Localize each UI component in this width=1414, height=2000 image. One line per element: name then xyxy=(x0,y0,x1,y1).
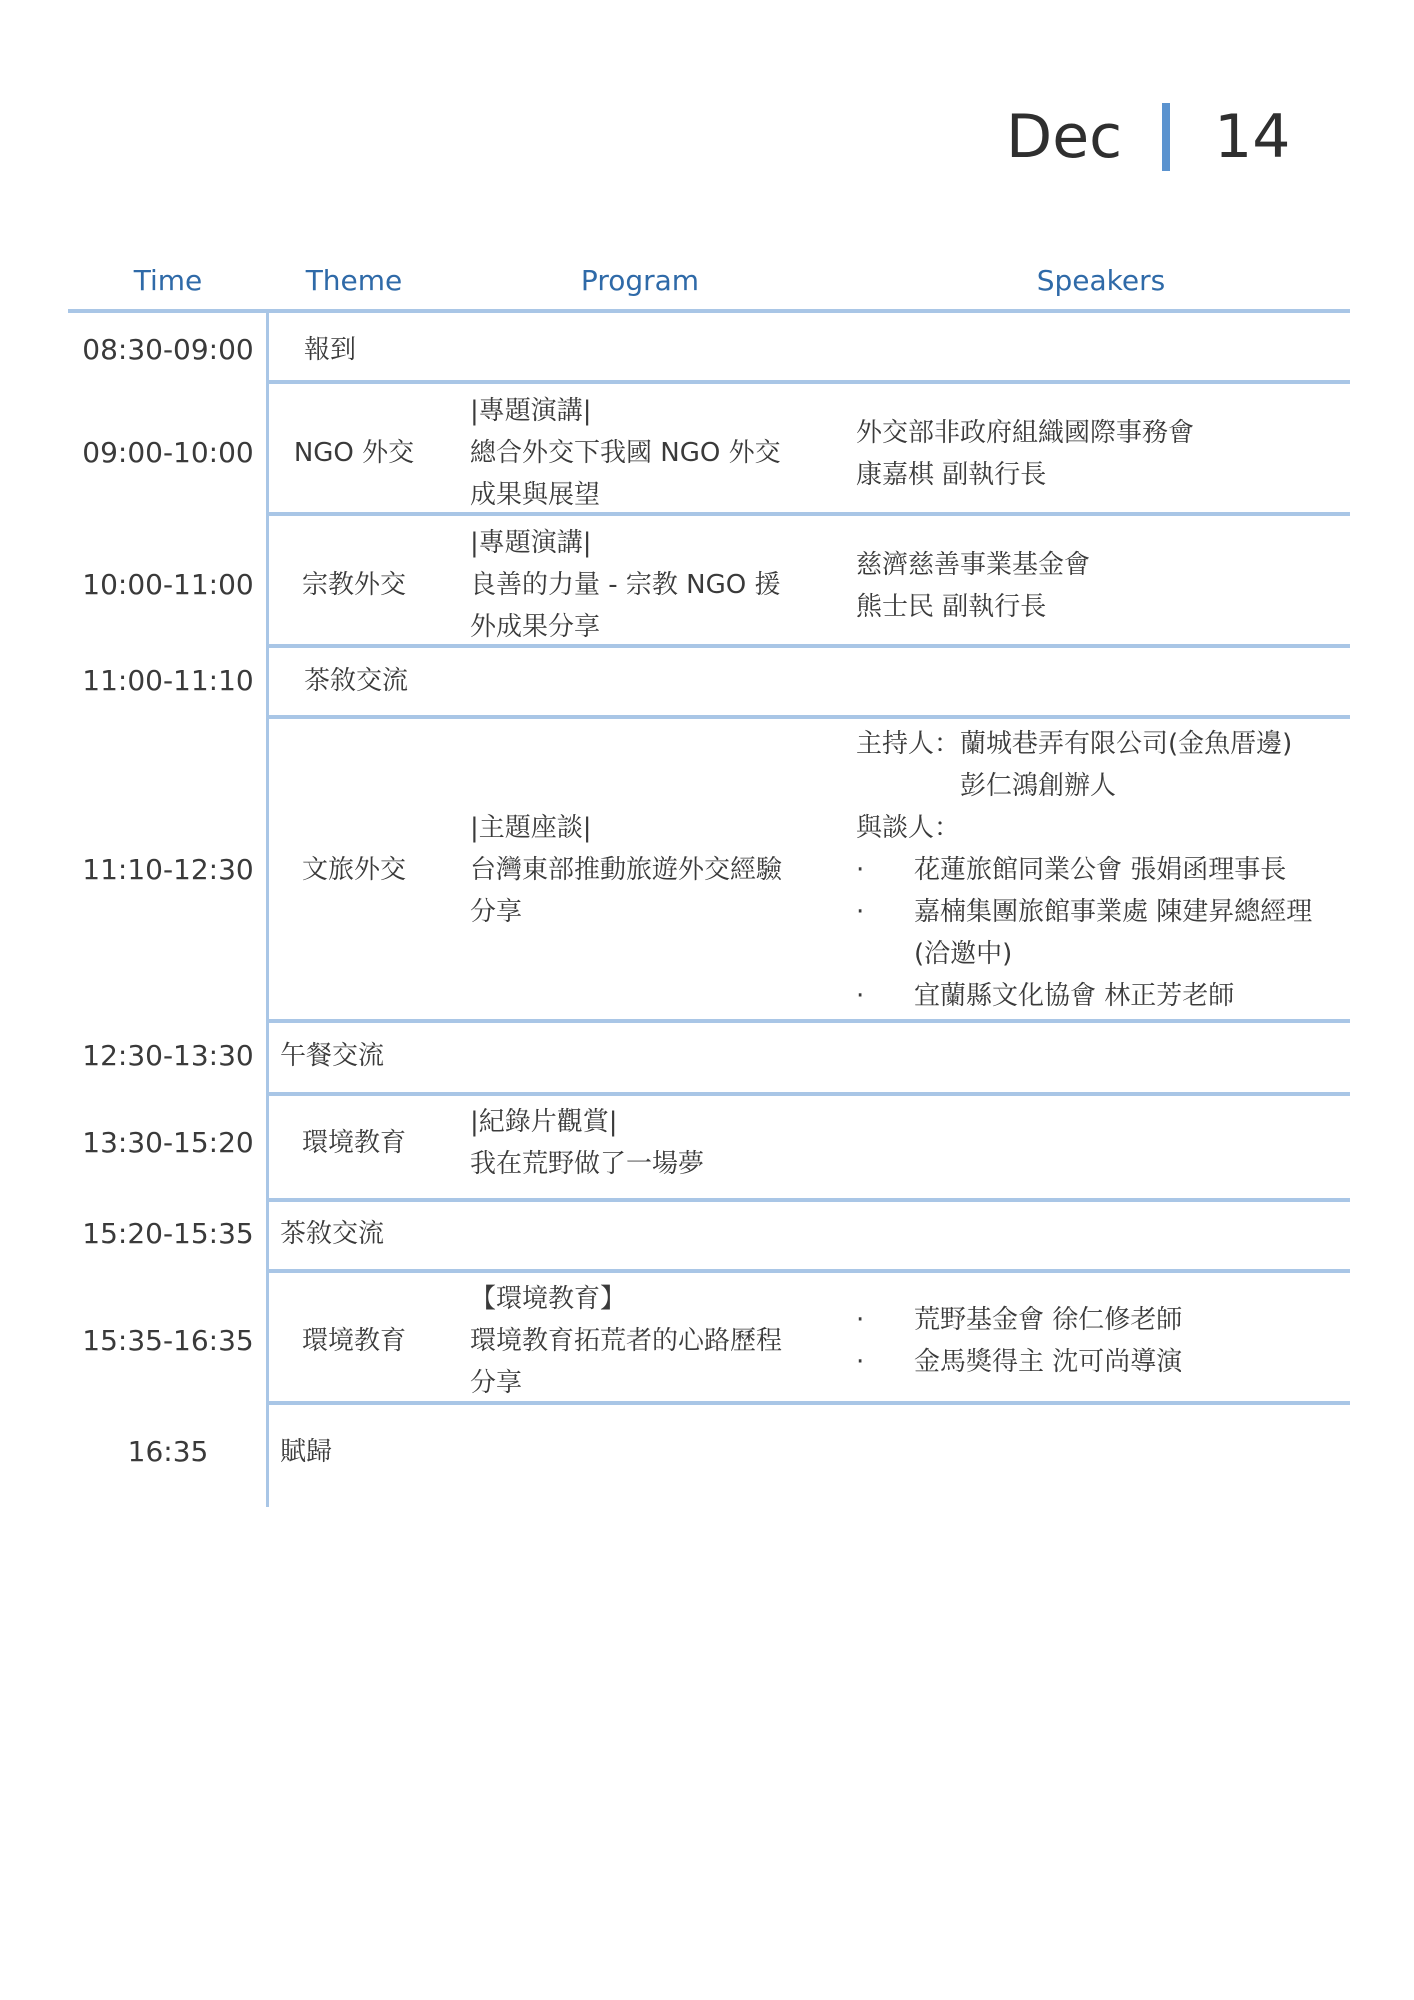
panel-label: 與談人： xyxy=(856,813,961,843)
host-line: 彭仁鴻創辦人 xyxy=(960,771,1117,801)
bullet: · xyxy=(856,897,865,927)
row-program xyxy=(470,390,830,516)
speaker-item xyxy=(856,1341,1356,1383)
row-program xyxy=(470,1278,830,1404)
row-theme: 宗教外交 xyxy=(301,570,406,600)
row-theme: 午餐交流 xyxy=(280,1041,385,1071)
panel-note: (洽邀中) xyxy=(914,939,1013,969)
row-divider xyxy=(268,1092,1350,1096)
row-time: 10:00-11:00 xyxy=(82,568,254,601)
program-line: 良善的力量 - 宗教 NGO 援 xyxy=(470,570,781,600)
bullet: · xyxy=(856,981,865,1011)
row-theme: 報到 xyxy=(304,335,357,365)
date-heading xyxy=(1006,98,1290,176)
row-time: 11:10-12:30 xyxy=(82,853,254,886)
row-speakers xyxy=(856,544,1356,628)
row-speakers xyxy=(856,412,1356,496)
row-divider xyxy=(268,1269,1350,1273)
program-line: 成果與展望 xyxy=(470,480,601,510)
panel-item xyxy=(856,891,1356,933)
row-time: 09:00-10:00 xyxy=(82,436,254,469)
row-program xyxy=(470,1101,830,1185)
row-divider xyxy=(268,1019,1350,1023)
program-line: 環境教育拓荒者的心路歷程 xyxy=(470,1326,783,1356)
program-tag: |主題座談| xyxy=(470,813,592,843)
header-speakers: Speakers xyxy=(1036,264,1166,297)
program-line: 總合外交下我國 NGO 外交 xyxy=(470,438,781,468)
header-program: Program xyxy=(580,264,700,297)
program-line: 外成果分享 xyxy=(470,612,601,642)
row-theme: 茶敘交流 xyxy=(304,666,409,696)
panel-name: 宜蘭縣文化協會 林正芳老師 xyxy=(914,981,1235,1011)
date-divider xyxy=(1162,103,1170,171)
speaker-line: 康嘉棋 副執行長 xyxy=(856,460,1047,490)
row-theme: 文旅外交 xyxy=(301,855,406,885)
row-speakers xyxy=(856,723,1356,1017)
row-program xyxy=(470,807,830,933)
program-tag: |專題演講| xyxy=(470,396,592,426)
row-divider xyxy=(268,1198,1350,1202)
bullet: · xyxy=(856,1305,865,1335)
row-program xyxy=(470,522,830,648)
header-time: Time xyxy=(133,264,203,297)
row-time: 13:30-15:20 xyxy=(82,1126,254,1159)
row-theme: NGO 外交 xyxy=(293,438,415,468)
speaker-name: 荒野基金會 徐仁修老師 xyxy=(914,1305,1183,1335)
row-theme: 環境教育 xyxy=(301,1128,406,1158)
row-theme: 環境教育 xyxy=(301,1326,406,1356)
program-line: 分享 xyxy=(470,897,523,927)
row-divider xyxy=(268,715,1350,719)
row-time: 16:35 xyxy=(127,1435,209,1468)
date-month: Dec xyxy=(1006,102,1123,172)
program-tag: |紀錄片觀賞| xyxy=(470,1107,618,1137)
panel-name: 嘉楠集團旅館事業處 陳建昇總經理 xyxy=(914,897,1313,927)
row-theme: 茶敘交流 xyxy=(280,1219,385,1249)
header-theme: Theme xyxy=(305,264,403,297)
speaker-line: 熊士民 副執行長 xyxy=(856,592,1047,622)
program-tag: |專題演講| xyxy=(470,528,592,558)
speaker-line: 外交部非政府組織國際事務會 xyxy=(856,418,1195,448)
panel-item xyxy=(856,975,1356,1017)
program-line: 分享 xyxy=(470,1368,523,1398)
host-line: 主持人：蘭城巷弄有限公司(金魚厝邊) xyxy=(856,729,1293,759)
row-time: 11:00-11:10 xyxy=(82,664,254,697)
row-time: 15:35-16:35 xyxy=(82,1324,254,1357)
header-rule xyxy=(68,309,1350,313)
bullet: · xyxy=(856,855,865,885)
row-time: 15:20-15:35 xyxy=(82,1217,254,1250)
row-theme: 賦歸 xyxy=(280,1437,333,1467)
speaker-item xyxy=(856,1299,1356,1341)
row-time: 12:30-13:30 xyxy=(82,1039,254,1072)
panel-name: 花蓮旅館同業公會 張娟函理事長 xyxy=(914,855,1287,885)
date-day: 14 xyxy=(1214,102,1291,172)
speaker-line: 慈濟慈善事業基金會 xyxy=(856,550,1091,580)
bullet: · xyxy=(856,1347,865,1377)
row-time: 08:30-09:00 xyxy=(82,333,254,366)
program-line: 我在荒野做了一場夢 xyxy=(470,1149,705,1179)
row-divider xyxy=(268,380,1350,384)
speaker-name: 金馬獎得主 沈可尚導演 xyxy=(914,1347,1183,1377)
program-line: 台灣東部推動旅遊外交經驗 xyxy=(470,855,783,885)
panel-item xyxy=(856,849,1356,891)
program-tag: 【環境教育】 xyxy=(470,1284,627,1314)
table-header xyxy=(0,264,1414,304)
row-speakers xyxy=(856,1299,1356,1383)
